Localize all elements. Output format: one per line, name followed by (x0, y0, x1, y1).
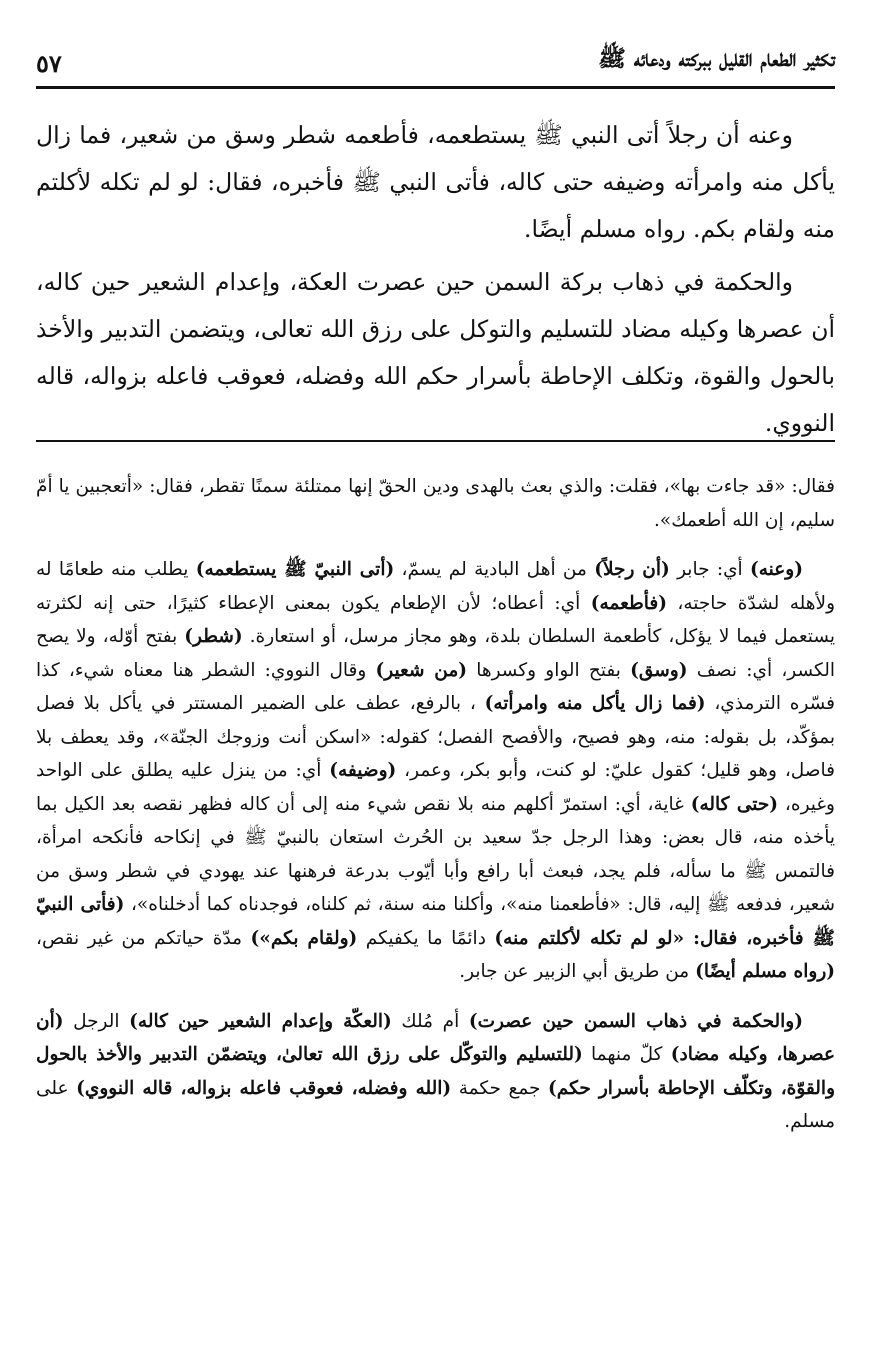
commentary-text: يطلب منه طعامًا له ولأهله لشدّة حاجته، (36, 559, 835, 614)
quoted-phrase: (العكّة وإعدام الشعير حين كاله) (129, 1010, 392, 1032)
quoted-phrase: (رواه مسلم أيضًا) (695, 961, 835, 982)
quoted-phrase: (ولقام بكم») (250, 927, 358, 949)
commentary-text: وقال النووي: الشطر هنا معناه شيء، كذا فسّره الترمذي، (36, 659, 836, 714)
commentary-paragraph (36, 1005, 835, 1139)
commentary-text: مدّة حياتكم من غير نقص، (36, 927, 251, 949)
quoted-phrase: (وعنه) (750, 559, 803, 580)
commentary-text: كلّ منهما (582, 1044, 671, 1065)
commentary-text: أي: من ينزل عليه يطلق على الواحد وغيره، (36, 760, 835, 815)
quoted-phrase: (من شعير) (375, 659, 467, 681)
main-paragraph: وعنه أن رجلاً أتى النبي ﷺ يستطعمه، فأطعمه شطر وسق من شعير، فما زال يأكل منه وامرأته وضيفه حتى كاله، فأتى النبي ﷺ فأخبره، فقال: لو لم تكله لأكلتم منه ولقام بكم. رواه مسلم أيضًا. (36, 121, 835, 243)
commentary-text: غاية، أي: استمرّ أكلهم منه بلا نقص شيء منه إلى أن كاله فظهر نقصه بعد الكيل بما يأخذه منه، قال بعض: وهذا الرجل جدّ سعيد بن الحُرث استعان بالنبيّ ﷺ في إنكاحه فأنكحه امرأة، فالتمس ﷺ ما سأله، فلم يجد، فبعث أبا رافع وأبا أيّوب بدرعة فرهنها عند يهودي في شطر وسق من شعير، فدفعه ﷺ إليه، قال: «فأطعمنا منه»، وأكلنا منه سنة، ثم كلناه، فوجدناه كما أدخلناه»، (36, 793, 835, 915)
main-paragraph: والحكمة في ذهاب بركة السمن حين عصرت العكة، وإعدام الشعير حين كاله، أن عصرها وكيله مضاد للتسليم والتوكل على رزق الله تعالى، ويتضمن التدبير والأخذ بالحول والقوة، وتكلف الإحاطة بأسرار حكم الله وفضله، فعوقب فاعله بزواله، قاله النووي. (36, 268, 835, 437)
commentary-text: من طريق أبي الزبير عن جابر. (459, 961, 696, 982)
quoted-phrase: (للتسليم والتوكّل على رزق الله تعالىٰ، ويتضمّن التدبير والأخذ بالحول والقوّة، وتكلّف الإحاطة بأسرار حكم) (36, 1044, 836, 1099)
page-header (36, 38, 835, 78)
page-number: ٥٧ (36, 49, 62, 78)
commentary-text: أي: أعطاه؛ لأن الإطعام يكون بمعنى الإعطاء كثيرًا، حتى إنه لكثرته يستعمل فيما لا يؤكل، كأطعمة السلطان بلدة، وهو مجاز مرسل، أو استعارة. (36, 592, 836, 647)
quoted-phrase: (فأتى النبيّ ﷺ فأخبره، فقال: «لو لم تكله لأكلتم منه) (36, 894, 836, 949)
commentary-text: جمع حكمة (451, 1077, 549, 1099)
quoted-phrase: (أتى النبيّ ﷺ يستطعمه) (195, 559, 395, 580)
commentary (36, 470, 835, 1155)
commentary-text: بفتح أوّله، ولا يصح الكسر، أي: نصف (36, 626, 835, 681)
quoted-phrase: (فأطعمه) (590, 592, 667, 614)
quoted-phrase: (حتى كاله) (690, 793, 779, 815)
running-title: تكثير الطعام القليل ببركته ودعائه ﷺ (598, 45, 835, 72)
commentary-paragraph (36, 553, 835, 989)
commentary-paragraph: فقال: «قد جاءت بها»، فقلت: والذي بعث بالهدى ودين الحقّ إنها ممتلئة سمنًا تقطر، فقال: «أتعجبين يا أمّ سليم، إن الله أطعمك». (36, 476, 835, 531)
quoted-phrase: (شطر) (184, 626, 243, 647)
main-text (36, 112, 835, 453)
commentary-text: أي: جابر (669, 559, 751, 580)
quoted-phrase: (والحكمة في ذهاب السمن حين عصرت) (468, 1010, 803, 1032)
commentary-text: الرجل (63, 1010, 130, 1032)
footnote-separator (36, 440, 835, 442)
quoted-phrase: (فما زال يأكل منه وامرأته) (484, 693, 706, 714)
quoted-phrase: (وسق) (630, 659, 688, 681)
commentary-text: من أهل البادية لم يسمّ، (394, 559, 595, 580)
commentary-text: دائمًا ما يكفيكم (357, 927, 495, 949)
quoted-phrase: (وضيفه) (329, 760, 397, 781)
quoted-phrase: (أن عصرها، وكيله مضاد) (36, 1010, 836, 1065)
commentary-text: بفتح الواو وكسرها (467, 659, 631, 681)
quoted-phrase: (الله وفضله، فعوقب فاعله بزواله، قاله النووي) (76, 1077, 452, 1099)
commentary-text: على مسلم. (36, 1077, 835, 1132)
commentary-text: أم مُلك (391, 1010, 469, 1032)
commentary-text: ، بالرفع، عطف على الضمير المستتر في يأكل بلا فصل بمؤكّد، بل بقوله: منه، وهو فصيح، والأفصح الفصل؛ كقوله: «اسكن أنت وزوجك الجنّة»، وقد يعطف بلا فاصل، وهو قليل؛ كقول عليّ: لو كنت، وأبو بكر، وعمر، (36, 693, 835, 781)
header-rule (36, 86, 835, 89)
quoted-phrase: (أن رجلاً) (594, 559, 670, 580)
